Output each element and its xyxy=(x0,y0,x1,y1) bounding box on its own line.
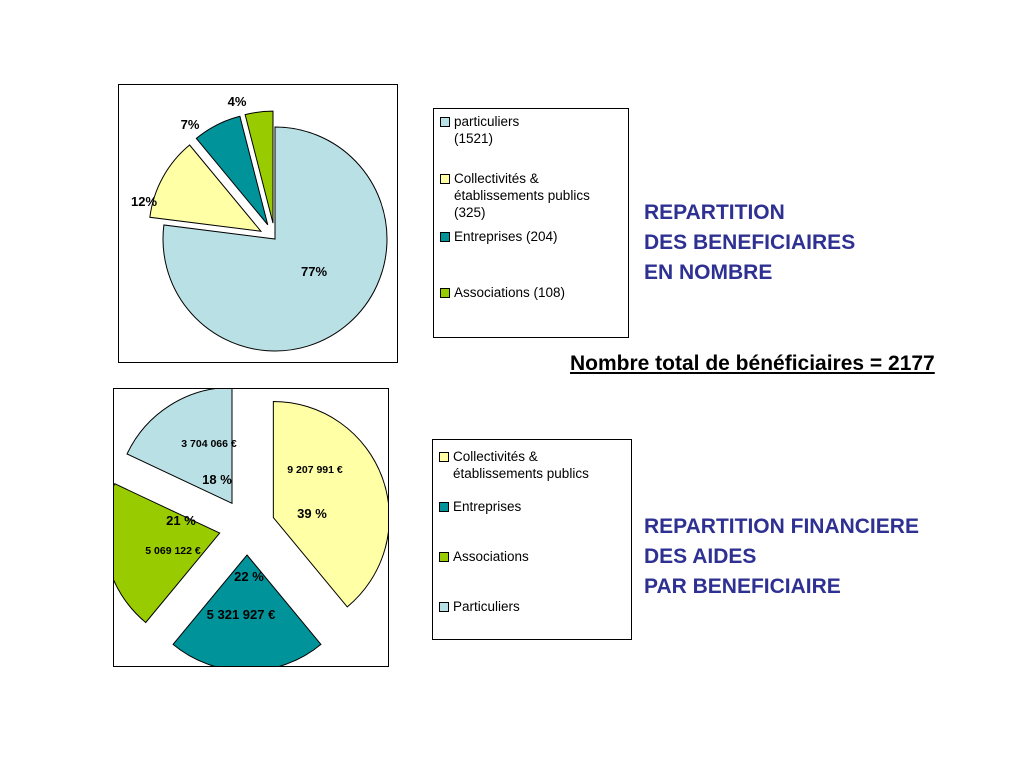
legend-swatch xyxy=(439,602,449,612)
legend-label: Entreprises xyxy=(453,499,522,514)
legend-label: Collectivités & établissements publics xyxy=(453,449,589,481)
legend-item-entreprises xyxy=(439,498,521,515)
pie-percent-label: 77% xyxy=(300,264,328,279)
legend-item-particuliers xyxy=(439,598,520,615)
legend-item-particuliers xyxy=(440,113,519,147)
pie-slice xyxy=(273,402,388,607)
legend-swatch xyxy=(440,174,450,184)
legend-item-associations xyxy=(439,548,529,565)
legend-item-entreprises xyxy=(440,228,558,245)
heading-financiere: REPARTITION FINANCIERE DES AIDES PAR BENEFICIAIRE xyxy=(644,515,919,598)
legend-swatch xyxy=(439,452,449,462)
legend-label: Associations xyxy=(453,549,529,564)
pie-percent-label: 4% xyxy=(227,94,247,109)
pie-amount-label: 9 207 991 € xyxy=(287,464,343,476)
legend-swatch xyxy=(440,232,450,242)
heading-beneficiaires: REPARTITION DES BENEFICIAIRES EN NOMBRE xyxy=(644,201,856,284)
legend-label: Entreprises (204) xyxy=(454,229,558,244)
pie-top-svg xyxy=(119,85,397,362)
legend-swatch xyxy=(440,288,450,298)
legend-financiere xyxy=(432,439,632,640)
legend-item-collectivites xyxy=(440,170,590,221)
legend-swatch xyxy=(440,117,450,127)
total-beneficiaires: Nombre total de bénéficiaires = 2177 xyxy=(570,352,935,375)
pie-percent-label: 18 % xyxy=(202,472,232,487)
legend-label: Collectivités & établissements publics (325) xyxy=(454,171,590,220)
pie-percent-label: 22 % xyxy=(234,569,264,584)
legend-label: Associations (108) xyxy=(454,285,566,300)
legend-swatch xyxy=(439,502,449,512)
pie-chart-beneficiaires xyxy=(118,84,398,363)
pie-percent-label: 7% xyxy=(180,117,200,132)
pie-percent-label: 39 % xyxy=(297,506,327,521)
pie-amount-label: 5 069 122 € xyxy=(145,545,201,557)
legend-item-collectivites xyxy=(439,448,589,482)
legend-label: Particuliers xyxy=(453,599,520,614)
pie-amount-label: 5 321 927 € xyxy=(206,607,276,622)
pie-bottom-svg xyxy=(114,389,388,666)
pie-percent-label: 12% xyxy=(130,194,158,209)
pie-amount-label: 3 704 066 € xyxy=(181,438,237,450)
legend-label: particuliers (1521) xyxy=(454,114,520,146)
pie-percent-label: 21 % xyxy=(166,513,196,528)
legend-swatch xyxy=(439,552,449,562)
legend-item-associations xyxy=(440,284,565,301)
pie-chart-financiere xyxy=(113,388,389,667)
legend-beneficiaires xyxy=(433,108,629,338)
